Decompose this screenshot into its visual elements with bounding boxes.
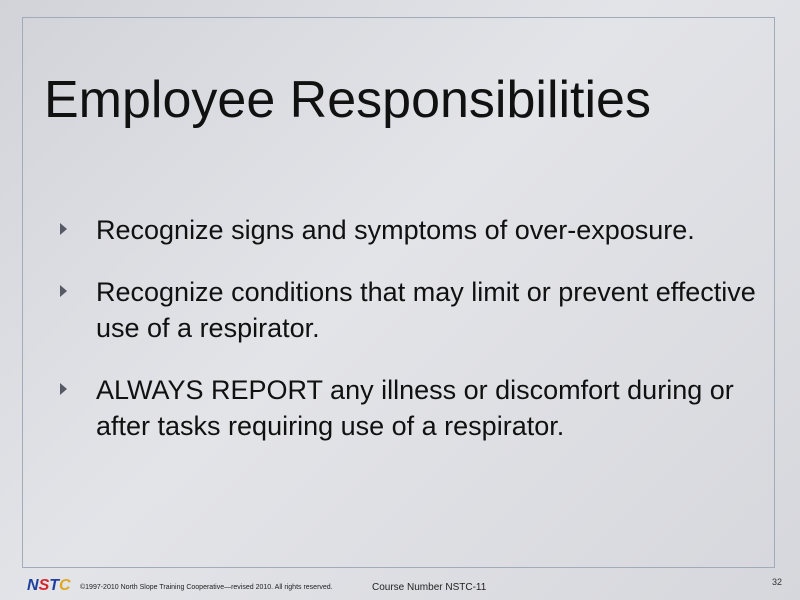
logo-letter: T xyxy=(49,577,60,594)
slide-title: Employee Responsibilities xyxy=(44,71,651,129)
triangle-bullet-icon xyxy=(60,223,67,235)
page-number: 32 xyxy=(771,577,782,587)
bullet-text: ALWAYS REPORT any illness or discomfort during or after tasks requiring use of a respirator. xyxy=(96,375,734,441)
logo-letter: N xyxy=(27,577,39,594)
course-number: Course Number NSTC-11 xyxy=(372,582,487,593)
nstc-logo xyxy=(27,576,71,596)
bullet-list xyxy=(60,212,760,470)
triangle-bullet-icon xyxy=(60,383,67,395)
bullet-item xyxy=(60,372,760,444)
bullet-text: Recognize conditions that may limit or prevent effective use of a respirator. xyxy=(96,277,756,343)
logo-letter: S xyxy=(38,577,50,594)
triangle-bullet-icon xyxy=(60,285,67,297)
slide-footer xyxy=(0,572,800,600)
bullet-text: Recognize signs and symptoms of over-exposure. xyxy=(96,215,695,245)
logo-letter: C xyxy=(59,577,71,594)
bullet-item xyxy=(60,274,760,346)
bullet-item xyxy=(60,212,760,248)
copyright-text: ©1997-2010 North Slope Training Cooperative—revised 2010. All rights reserved. xyxy=(80,584,333,591)
